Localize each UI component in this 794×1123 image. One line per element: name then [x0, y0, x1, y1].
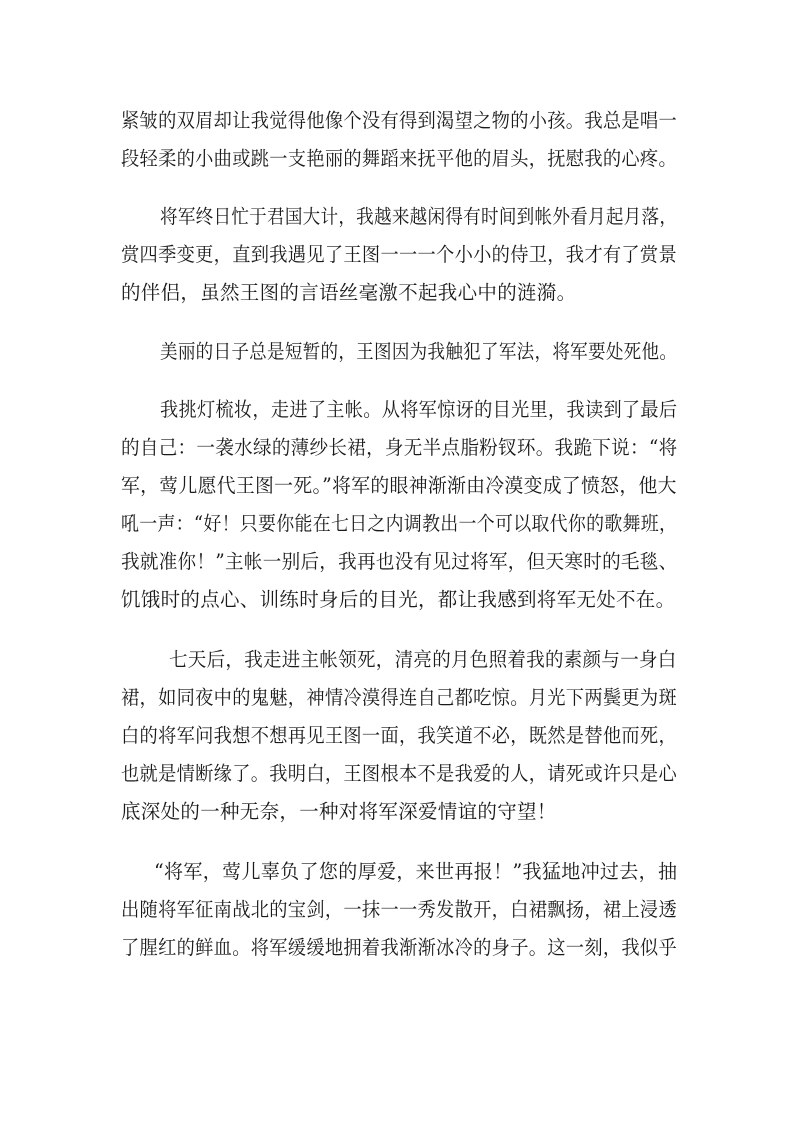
paragraph-line: 美丽的日子总是短暂的，王图因为我触犯了军法，将军要处死他。 [160, 340, 678, 363]
paragraph-line: 的伴侣，虽然王图的言语丝毫激不起我心中的涟漪。 [121, 281, 577, 304]
paragraph-line: 出随将军征南战北的宝剑，一抹一一秀发散开，白裙飘扬，裙上浸透 [121, 898, 677, 921]
paragraph-line: 也就是情断缘了。我明白，王图根本不是我爱的人，请死或许只是心 [121, 762, 677, 785]
paragraph-line: 我挑灯梳妆，走进了主帐。从将军惊讶的目光里，我读到了最后 [160, 398, 678, 421]
paragraph-line: 赏四季变更，直到我遇见了王图一一一个小小的侍卫，我才有了赏景 [121, 243, 677, 266]
paragraph-line: 军，莺儿愿代王图一死。”将军的眼神渐渐由冷漠变成了愤怒，他大 [121, 474, 677, 497]
paragraph-line: 饥饿时的点心、训练时身后的目光，都让我感到将军无处不在。 [121, 588, 676, 611]
paragraph-line: 吼一声：“好！只要你能在七日之内调教出一个可以取代你的歌舞班， [121, 512, 678, 535]
paragraph-line: 将军终日忙于君国大计，我越来越闲得有时间到帐外看月起月落， [160, 205, 678, 228]
paragraph-line: 裙，如同夜中的鬼魅，神情冷漠得连自己都吃惊。月光下两鬓更为斑 [121, 686, 677, 709]
paragraph-line: 底深处的一种无奈，一种对将军深爱情谊的守望！ [121, 800, 557, 823]
paragraph-line: “将军，莺儿辜负了您的厚爱，来世再报！”我猛地冲过去，抽 [154, 860, 678, 883]
paragraph-line: 我就准你！”主帐一别后，我再也没有见过将军，但天寒时的毛毯、 [121, 550, 678, 573]
paragraph-line: 七天后，我走进主帐领死，清亮的月色照着我的素颜与一身白 [169, 648, 677, 671]
paragraph-line: 的自己：一袭水绿的薄纱长裙，身无半点脂粉钗环。我跪下说：“将 [121, 436, 678, 459]
paragraph-line: 了腥红的鲜血。将军缓缓地拥着我渐渐冰冷的身子。这一刻，我似乎 [121, 936, 677, 959]
paragraph-line: 紧皱的双眉却让我觉得他像个没有得到渴望之物的小孩。我总是唱一 [121, 109, 677, 132]
paragraph-line: 段轻柔的小曲或跳一支艳丽的舞蹈来抚平他的眉头，抚慰我的心疼。 [121, 147, 677, 170]
paragraph-line: 白的将军问我想不想再见王图一面，我笑道不必，既然是替他而死， [121, 724, 677, 747]
